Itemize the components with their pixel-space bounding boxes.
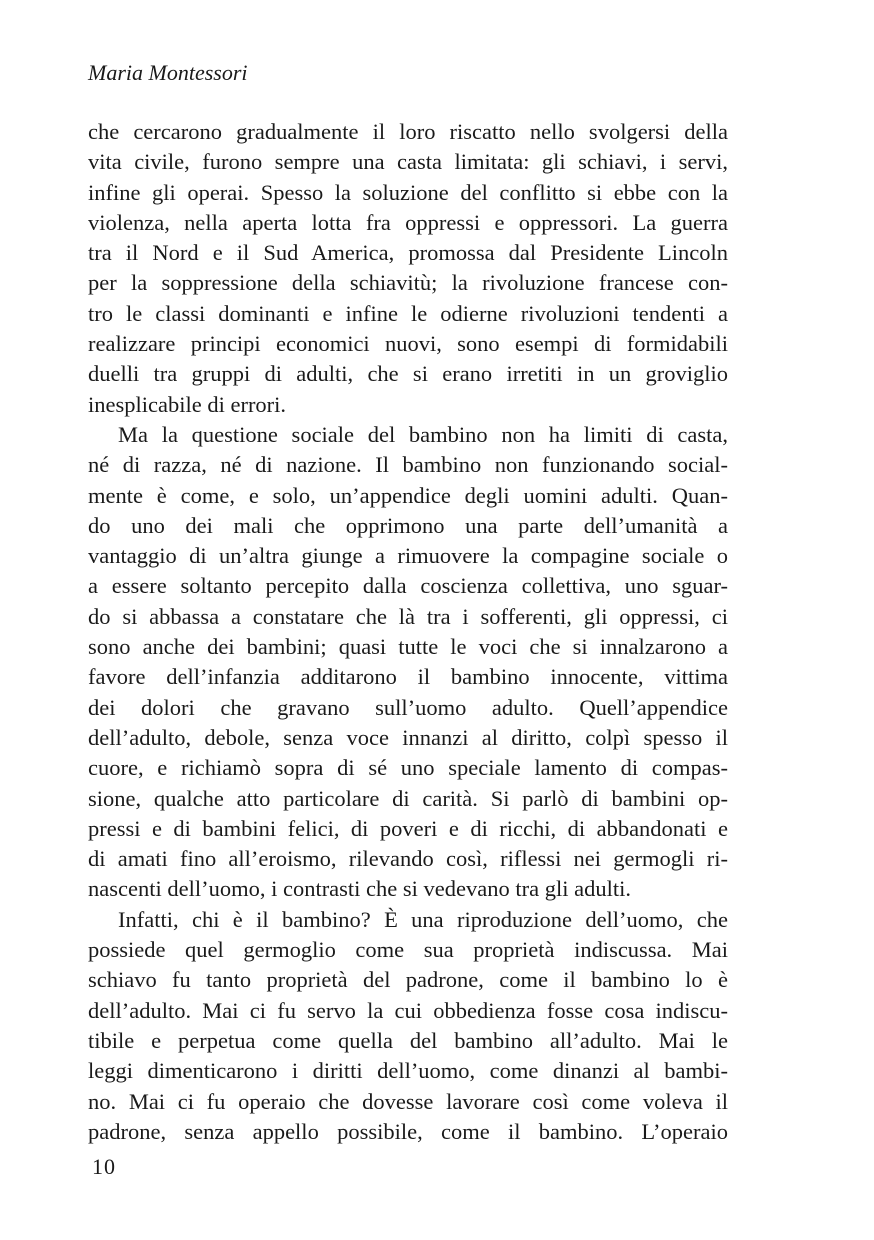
text-line: do si abbassa a constatare che là tra i sofferenti, gli oppressi, ci bbox=[88, 603, 728, 629]
paragraph-end-line: inesplicabile di errori. bbox=[88, 391, 287, 417]
paragraph-start-line: Ma la questione sociale del bambino non ha limiti di casta, bbox=[118, 421, 728, 447]
text-line: no. Mai ci fu operaio che dovesse lavorare così come voleva il bbox=[88, 1088, 728, 1114]
text-line: realizzare principi economici nuovi, sono esempi di formidabili bbox=[88, 331, 728, 357]
text-line: leggi dimenticarono i diritti dell’uomo, come dinanzi al bambi- bbox=[88, 1058, 728, 1084]
paragraph-start-line: Infatti, chi è il bambino? È una riproduzione dell’uomo, che bbox=[118, 906, 728, 932]
text-line: sione, qualche atto particolare di carità. Si parlò di bambini op- bbox=[88, 785, 728, 811]
text-line: dell’adulto, debole, senza voce innanzi al diritto, colpì spesso il bbox=[88, 724, 728, 750]
text-line: duelli tra gruppi di adulti, che si erano irretiti in un groviglio bbox=[88, 361, 728, 387]
text-line: infine gli operai. Spesso la soluzione del conflitto si ebbe con la bbox=[88, 179, 728, 205]
paragraph-end-line: nascenti dell’uomo, i contrasti che si vedevano tra gli adulti. bbox=[88, 876, 631, 902]
page-number: 10 bbox=[92, 1154, 116, 1179]
text-line: vantaggio di un’altra giunge a rimuovere la compagine sociale o bbox=[88, 543, 728, 569]
running-head: Maria Montessori bbox=[88, 60, 248, 85]
text-line: né di razza, né di nazione. Il bambino non funzionando social- bbox=[88, 452, 728, 478]
body-text bbox=[88, 117, 728, 1147]
text-line: sono anche dei bambini; quasi tutte le voci che si innalzarono a bbox=[88, 634, 728, 660]
text-line: di amati fino all’eroismo, rilevando così, riflessi nei germogli ri- bbox=[88, 846, 728, 872]
text-line: padrone, senza appello possibile, come il bambino. L’operaio bbox=[88, 1118, 728, 1144]
text-line: che cercarono gradualmente il loro riscatto nello svolgersi della bbox=[88, 119, 728, 144]
text-line: a essere soltanto percepito dalla coscienza collettiva, uno sguar- bbox=[88, 573, 728, 599]
text-line: do uno dei mali che opprimono una parte dell’umanità a bbox=[88, 512, 728, 538]
text-line: dei dolori che gravano sull’uomo adulto. Quell’appendice bbox=[88, 694, 728, 720]
text-line: per la soppressione della schiavitù; la rivoluzione francese con- bbox=[88, 270, 728, 296]
text-line: violenza, nella aperta lotta fra oppressi e oppressori. La guerra bbox=[88, 209, 728, 235]
text-line: schiavo fu tanto proprietà del padrone, come il bambino lo è bbox=[88, 967, 728, 993]
text-line: mente è come, e solo, un’appendice degli uomini adulti. Quan- bbox=[88, 482, 728, 508]
text-line: pressi e di bambini felici, di poveri e di ricchi, di abbandonati e bbox=[88, 815, 728, 841]
text-line: vita civile, furono sempre una casta limitata: gli schiavi, i servi, bbox=[88, 149, 728, 175]
text-line: possiede quel germoglio come sua proprietà indiscussa. Mai bbox=[88, 937, 728, 963]
text-line: tibile e perpetua come quella del bambino all’adulto. Mai le bbox=[88, 1027, 728, 1053]
text-line: favore dell’infanzia additarono il bambino innocente, vittima bbox=[88, 664, 728, 690]
text-line: tro le classi dominanti e infine le odierne rivoluzioni tendenti a bbox=[88, 300, 728, 326]
text-line: cuore, e richiamò sopra di sé uno speciale lamento di compas- bbox=[88, 755, 728, 781]
text-line: tra il Nord e il Sud America, promossa dal Presidente Lincoln bbox=[88, 240, 728, 266]
text-line: dell’adulto. Mai ci fu servo la cui obbedienza fosse cosa indiscu- bbox=[88, 997, 728, 1023]
